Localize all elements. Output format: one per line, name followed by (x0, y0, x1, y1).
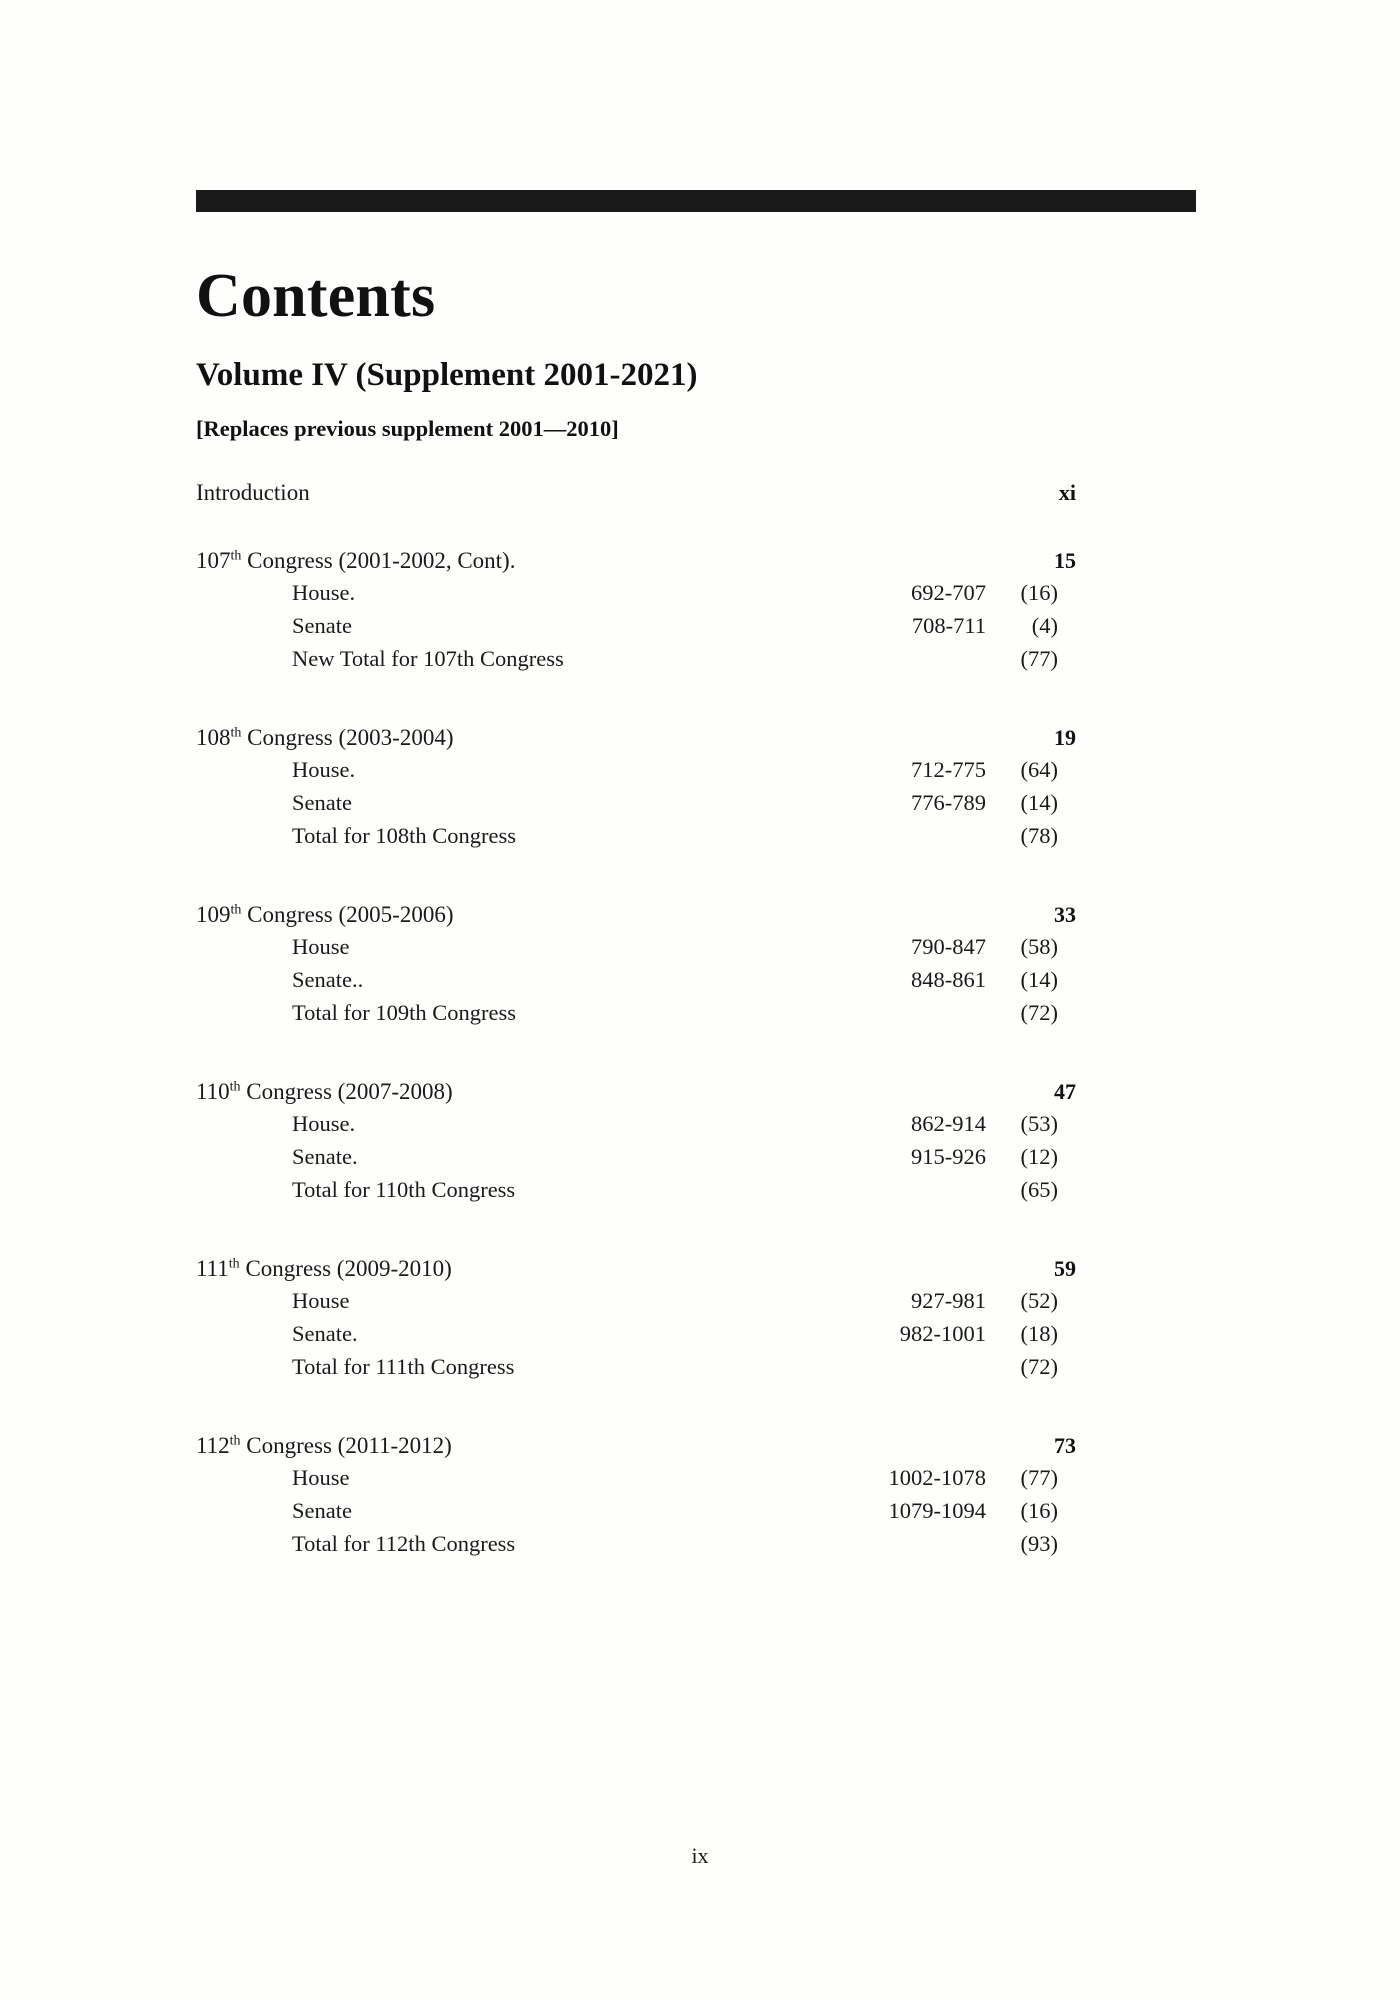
entry-label: Total for 112th Congress (292, 1531, 516, 1557)
entry-count: (16) (1020, 1498, 1058, 1524)
toc-entry[interactable] (196, 823, 1206, 856)
toc-entry[interactable] (196, 1288, 1206, 1321)
toc-entry[interactable] (196, 613, 1206, 646)
entry-label: Senate (292, 1498, 352, 1524)
toc-entry[interactable] (196, 1321, 1206, 1354)
section-page-number: 33 (1054, 902, 1076, 928)
entry-count: (58) (1020, 934, 1058, 960)
toc-entry[interactable] (196, 1000, 1206, 1033)
toc-entry[interactable] (196, 967, 1206, 1000)
toc-entry[interactable] (196, 646, 1206, 679)
entry-label: Senate (292, 790, 352, 816)
header-rule (196, 190, 1196, 212)
toc-section-heading[interactable] (196, 902, 1206, 934)
entry-page-range: 692-707 (911, 580, 986, 606)
toc-section-heading[interactable] (196, 1079, 1206, 1111)
entry-count: (65) (1020, 1177, 1058, 1203)
entry-count: (12) (1020, 1144, 1058, 1170)
toc-entry[interactable] (196, 790, 1206, 823)
section-page-number: 15 (1054, 548, 1076, 574)
entry-count: (16) (1020, 580, 1058, 606)
toc-entry[interactable] (196, 1498, 1206, 1531)
section-ordinal-suffix: th (229, 1079, 241, 1095)
entry-count: (53) (1020, 1111, 1058, 1137)
entry-page-range: 862-914 (911, 1111, 986, 1137)
entry-label: Senate. (292, 1144, 358, 1170)
toc-sections (196, 548, 1206, 1564)
section-ordinal-suffix: th (230, 902, 242, 918)
toc-section-heading[interactable] (196, 548, 1206, 580)
entry-label: House (292, 1288, 350, 1314)
section-title-text: Congress (2009-2010) (239, 1256, 452, 1282)
section-ordinal-suffix: th (228, 1256, 240, 1272)
section-ordinal: 109 (196, 902, 231, 928)
entry-page-range: 708-711 (911, 613, 986, 639)
section-ordinal-suffix: th (230, 725, 242, 741)
section-title-text: Congress (2003-2004) (241, 725, 454, 751)
entry-count: (77) (1020, 1465, 1058, 1491)
toc-section (196, 1433, 1206, 1564)
entry-page-range: 712-775 (911, 757, 986, 783)
entry-count: (72) (1020, 1000, 1058, 1026)
entry-page-range: 848-861 (911, 967, 986, 993)
entry-label: New Total for 107th Congress (292, 646, 564, 672)
section-ordinal-suffix: th (230, 548, 242, 564)
toc-section-heading[interactable] (196, 1256, 1206, 1288)
toc-section-heading[interactable] (196, 725, 1206, 757)
entry-count: (4) (1031, 613, 1058, 639)
section-page-number: 73 (1054, 1433, 1076, 1459)
entry-page-range: 915-926 (911, 1144, 986, 1170)
entry-page-range: 790-847 (911, 934, 986, 960)
volume-title: Volume IV (Supplement 2001-2021) (196, 357, 698, 394)
entry-label: House (292, 934, 350, 960)
toc-entry[interactable] (196, 1144, 1206, 1177)
entry-count: (72) (1020, 1354, 1058, 1380)
entry-label: House. (292, 1111, 356, 1137)
entry-page-range: 776-789 (911, 790, 986, 816)
toc-entry[interactable] (196, 1354, 1206, 1387)
entry-page-range: 1079-1094 (888, 1498, 986, 1524)
entry-label: House (292, 1465, 350, 1491)
toc-entry[interactable] (196, 1111, 1206, 1144)
section-ordinal: 111 (196, 1256, 229, 1282)
section-title-text: Congress (2007-2008) (240, 1079, 453, 1105)
toc-section-heading[interactable] (196, 1433, 1206, 1465)
toc-entry[interactable] (196, 757, 1206, 790)
entry-label: Senate.. (292, 967, 364, 993)
toc-entry[interactable] (196, 1465, 1206, 1498)
entry-label: Total for 111th Congress (292, 1354, 515, 1380)
entry-count: (64) (1020, 757, 1058, 783)
toc-section (196, 548, 1206, 679)
toc-section (196, 1079, 1206, 1210)
entry-label: Total for 108th Congress (292, 823, 517, 849)
page-folio: ix (691, 1843, 709, 1868)
section-page-number: 19 (1054, 725, 1076, 751)
entry-label: Senate. (292, 1321, 358, 1347)
section-ordinal: 110 (196, 1079, 230, 1105)
section-ordinal: 107 (196, 548, 231, 574)
page-title: Contents (196, 262, 436, 330)
section-ordinal: 108 (196, 725, 231, 751)
toc-entry[interactable] (196, 1531, 1206, 1564)
entry-count: (14) (1020, 790, 1058, 816)
entry-page-range: 1002-1078 (888, 1465, 986, 1491)
entry-label: Senate (292, 613, 352, 639)
entry-count: (52) (1020, 1288, 1058, 1314)
toc-section (196, 1256, 1206, 1387)
contents-body (196, 190, 1206, 1610)
introduction-label: Introduction (196, 480, 310, 506)
section-title-text: Congress (2005-2006) (241, 902, 454, 928)
toc-entry[interactable] (196, 934, 1206, 967)
toc-entry-introduction[interactable] (196, 480, 1206, 514)
section-page-number: 47 (1054, 1079, 1076, 1105)
section-ordinal-suffix: th (229, 1433, 241, 1449)
replaces-note: [Replaces previous supplement 2001—2010] (196, 416, 619, 442)
entry-count: (78) (1020, 823, 1058, 849)
toc-section (196, 725, 1206, 856)
entry-page-range: 982-1001 (899, 1321, 986, 1347)
entry-label: House. (292, 757, 356, 783)
entry-count: (18) (1020, 1321, 1058, 1347)
toc-entry[interactable] (196, 1177, 1206, 1210)
entry-page-range: 927-981 (911, 1288, 986, 1314)
entry-label: Total for 109th Congress (292, 1000, 517, 1026)
entry-label: Total for 110th Congress (292, 1177, 516, 1203)
section-ordinal: 112 (196, 1433, 230, 1459)
toc-section (196, 902, 1206, 1033)
section-title-text: Congress (2011-2012) (240, 1433, 452, 1459)
entry-label: House. (292, 580, 356, 606)
section-page-number: 59 (1054, 1256, 1076, 1282)
entry-count: (77) (1020, 646, 1058, 672)
entry-count: (93) (1020, 1531, 1058, 1557)
entry-count: (14) (1020, 967, 1058, 993)
introduction-page-number: xi (1058, 480, 1076, 506)
toc-entry[interactable] (196, 580, 1206, 613)
section-title-text: Congress (2001-2002, Cont). (241, 548, 516, 574)
